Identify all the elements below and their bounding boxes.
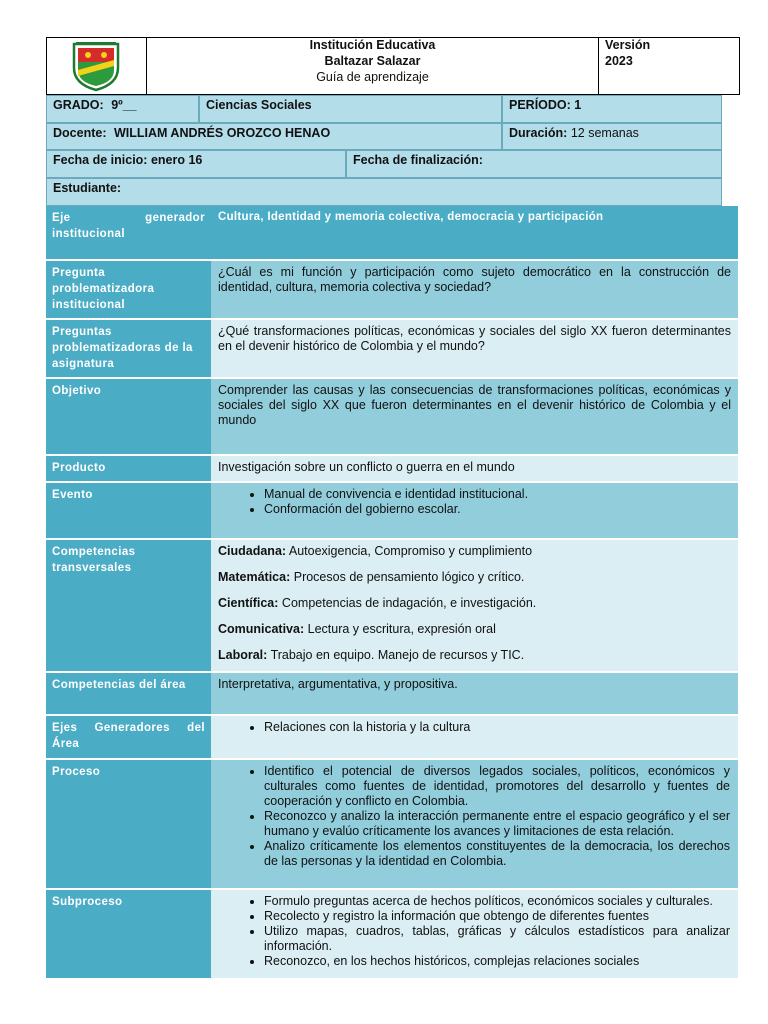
grado-cell [46, 95, 199, 123]
fecha-inicio-label: Fecha de inicio: [53, 153, 148, 167]
list-item: • Relaciones con la historia y la cultura [264, 720, 731, 735]
school-crest-logo [66, 40, 126, 92]
estudiante-cell [46, 178, 722, 206]
version-year: 2023 [605, 54, 633, 68]
ejes-area-value [211, 716, 738, 760]
institution-name-line1: Institución Educativa [309, 38, 436, 52]
eje-label: Eje generador institucional [46, 206, 211, 261]
subproceso-value [211, 890, 738, 978]
fecha-finalizacion-label: Fecha de finalización: [353, 153, 483, 167]
institution-name-line2: Baltazar Salazar [324, 54, 421, 68]
list-item: • Reconozco, en los hechos históricos, complejas relaciones sociales [264, 954, 730, 969]
competencia-cientifica: Científica: Competencias de indagación, e investigación. [218, 596, 537, 610]
ejes-list [218, 720, 731, 735]
logo-cell [46, 37, 147, 95]
version-cell [599, 37, 740, 95]
version-label: Versión [605, 38, 651, 52]
competencia-matematica: Matemática: Procesos de pensamiento lógico y crítico. [218, 570, 525, 584]
competencias-transversales-value [211, 540, 738, 673]
fecha-inicio-cell [46, 150, 346, 178]
competencia-comunicativa: Comunicativa: Lectura y escritura, expresión oral [218, 622, 496, 636]
ejes-area-label: Ejes Generadores del Área [46, 716, 211, 760]
docente-value: WILLIAM ANDRÉS OROZCO HENAO [113, 126, 331, 140]
fecha-finalizacion-cell [346, 150, 722, 178]
list-item: • Identifico el potencial de diversos legados sociales, políticos, económicos y culturales como fuentes de identidad, promotores del desarrollo y fuentes de cooperación y conflicto en Colombia. [264, 764, 730, 809]
evento-label: Evento [46, 483, 211, 540]
docente-cell [46, 123, 502, 150]
list-item: • Formulo preguntas acerca de hechos políticos, económicos sociales y culturales. [264, 894, 730, 909]
subject-cell [199, 95, 502, 123]
list-item: • Recolecto y registro la información que obtengo de diferentes fuentes [264, 909, 730, 924]
proceso-value [211, 760, 738, 890]
competencias-area-value: Interpretativa, argumentativa, y propositiva. [211, 673, 738, 716]
pregunta-value: ¿Cuál es mi función y participación como sujeto democrático en la construcción de identidad, cultura, memoria colectiva y sociedad? [211, 261, 738, 320]
objetivo-label: Objetivo [46, 379, 211, 456]
list-item: • Analizo críticamente los elementos constituyentes de la democracia, los derechos de las personas y la identidad en Colombia. [264, 839, 730, 869]
subproceso-label: Subproceso [46, 890, 211, 978]
producto-value: Investigación sobre un conflicto o guerra en el mundo [211, 456, 738, 483]
evento-value [211, 483, 738, 540]
preguntas-label: Preguntas problematizadoras de la asignatura [46, 320, 211, 379]
docente-label: Docente: [53, 126, 107, 140]
duracion-cell [502, 123, 722, 150]
estudiante-label: Estudiante: [53, 181, 122, 195]
preguntas-value: ¿Qué transformaciones políticas, económicas y sociales del siglo XX fueron determinantes en el devenir histórico de Colombia y el mundo? [211, 320, 738, 379]
evento-list [218, 487, 731, 517]
list-item: • Reconozco y analizo la interacción permanente entre el espacio geográfico y el ser humano y evalúo críticamente los avances y limitaciones de esta relación. [264, 809, 730, 839]
grado-value: 9º__ [111, 98, 137, 112]
competencias-transversales-label: Competencias transversales [46, 540, 211, 673]
duracion-value: 12 semanas [570, 126, 639, 140]
periodo-value: 1 [574, 98, 582, 112]
list-item: • Manual de convivencia e identidad institucional. [264, 487, 731, 502]
proceso-label: Proceso [46, 760, 211, 890]
competencia-laboral: Laboral: Trabajo en equipo. Manejo de recursos y TIC. [218, 648, 525, 662]
competencias-area-label: Competencias del área [46, 673, 211, 716]
periodo-label: PERÍODO: [509, 98, 571, 112]
periodo-cell [502, 95, 722, 123]
subproceso-list [218, 894, 730, 969]
producto-label: Producto [46, 456, 211, 483]
proceso-list [218, 764, 730, 869]
pregunta-label: Pregunta problematizadora institucional [46, 261, 211, 320]
eje-value: Cultura, Identidad y memoria colectiva, democracia y participación [211, 206, 738, 261]
competencia-ciudadana: Ciudadana: Autoexigencia, Compromiso y cumplimiento [218, 544, 533, 558]
grado-label: GRADO: [53, 98, 104, 112]
list-item: • Utilizo mapas, cuadros, tablas, gráficas y cálculos estadísticos para analizar información. [264, 924, 730, 954]
document-type: Guía de aprendizaje [316, 70, 429, 84]
fecha-inicio-value: enero 16 [150, 153, 203, 167]
list-item: • Conformación del gobierno escolar. [264, 502, 731, 517]
duracion-label: Duración: [509, 126, 568, 140]
subject-value: Ciencias Sociales [206, 98, 312, 112]
objetivo-value: Comprender las causas y las consecuencias de transformaciones políticas, económicas y sociales del siglo XX que fueron determinantes en el devenir histórico de Colombia y el mundo [211, 379, 738, 456]
institution-title-cell [147, 37, 599, 95]
